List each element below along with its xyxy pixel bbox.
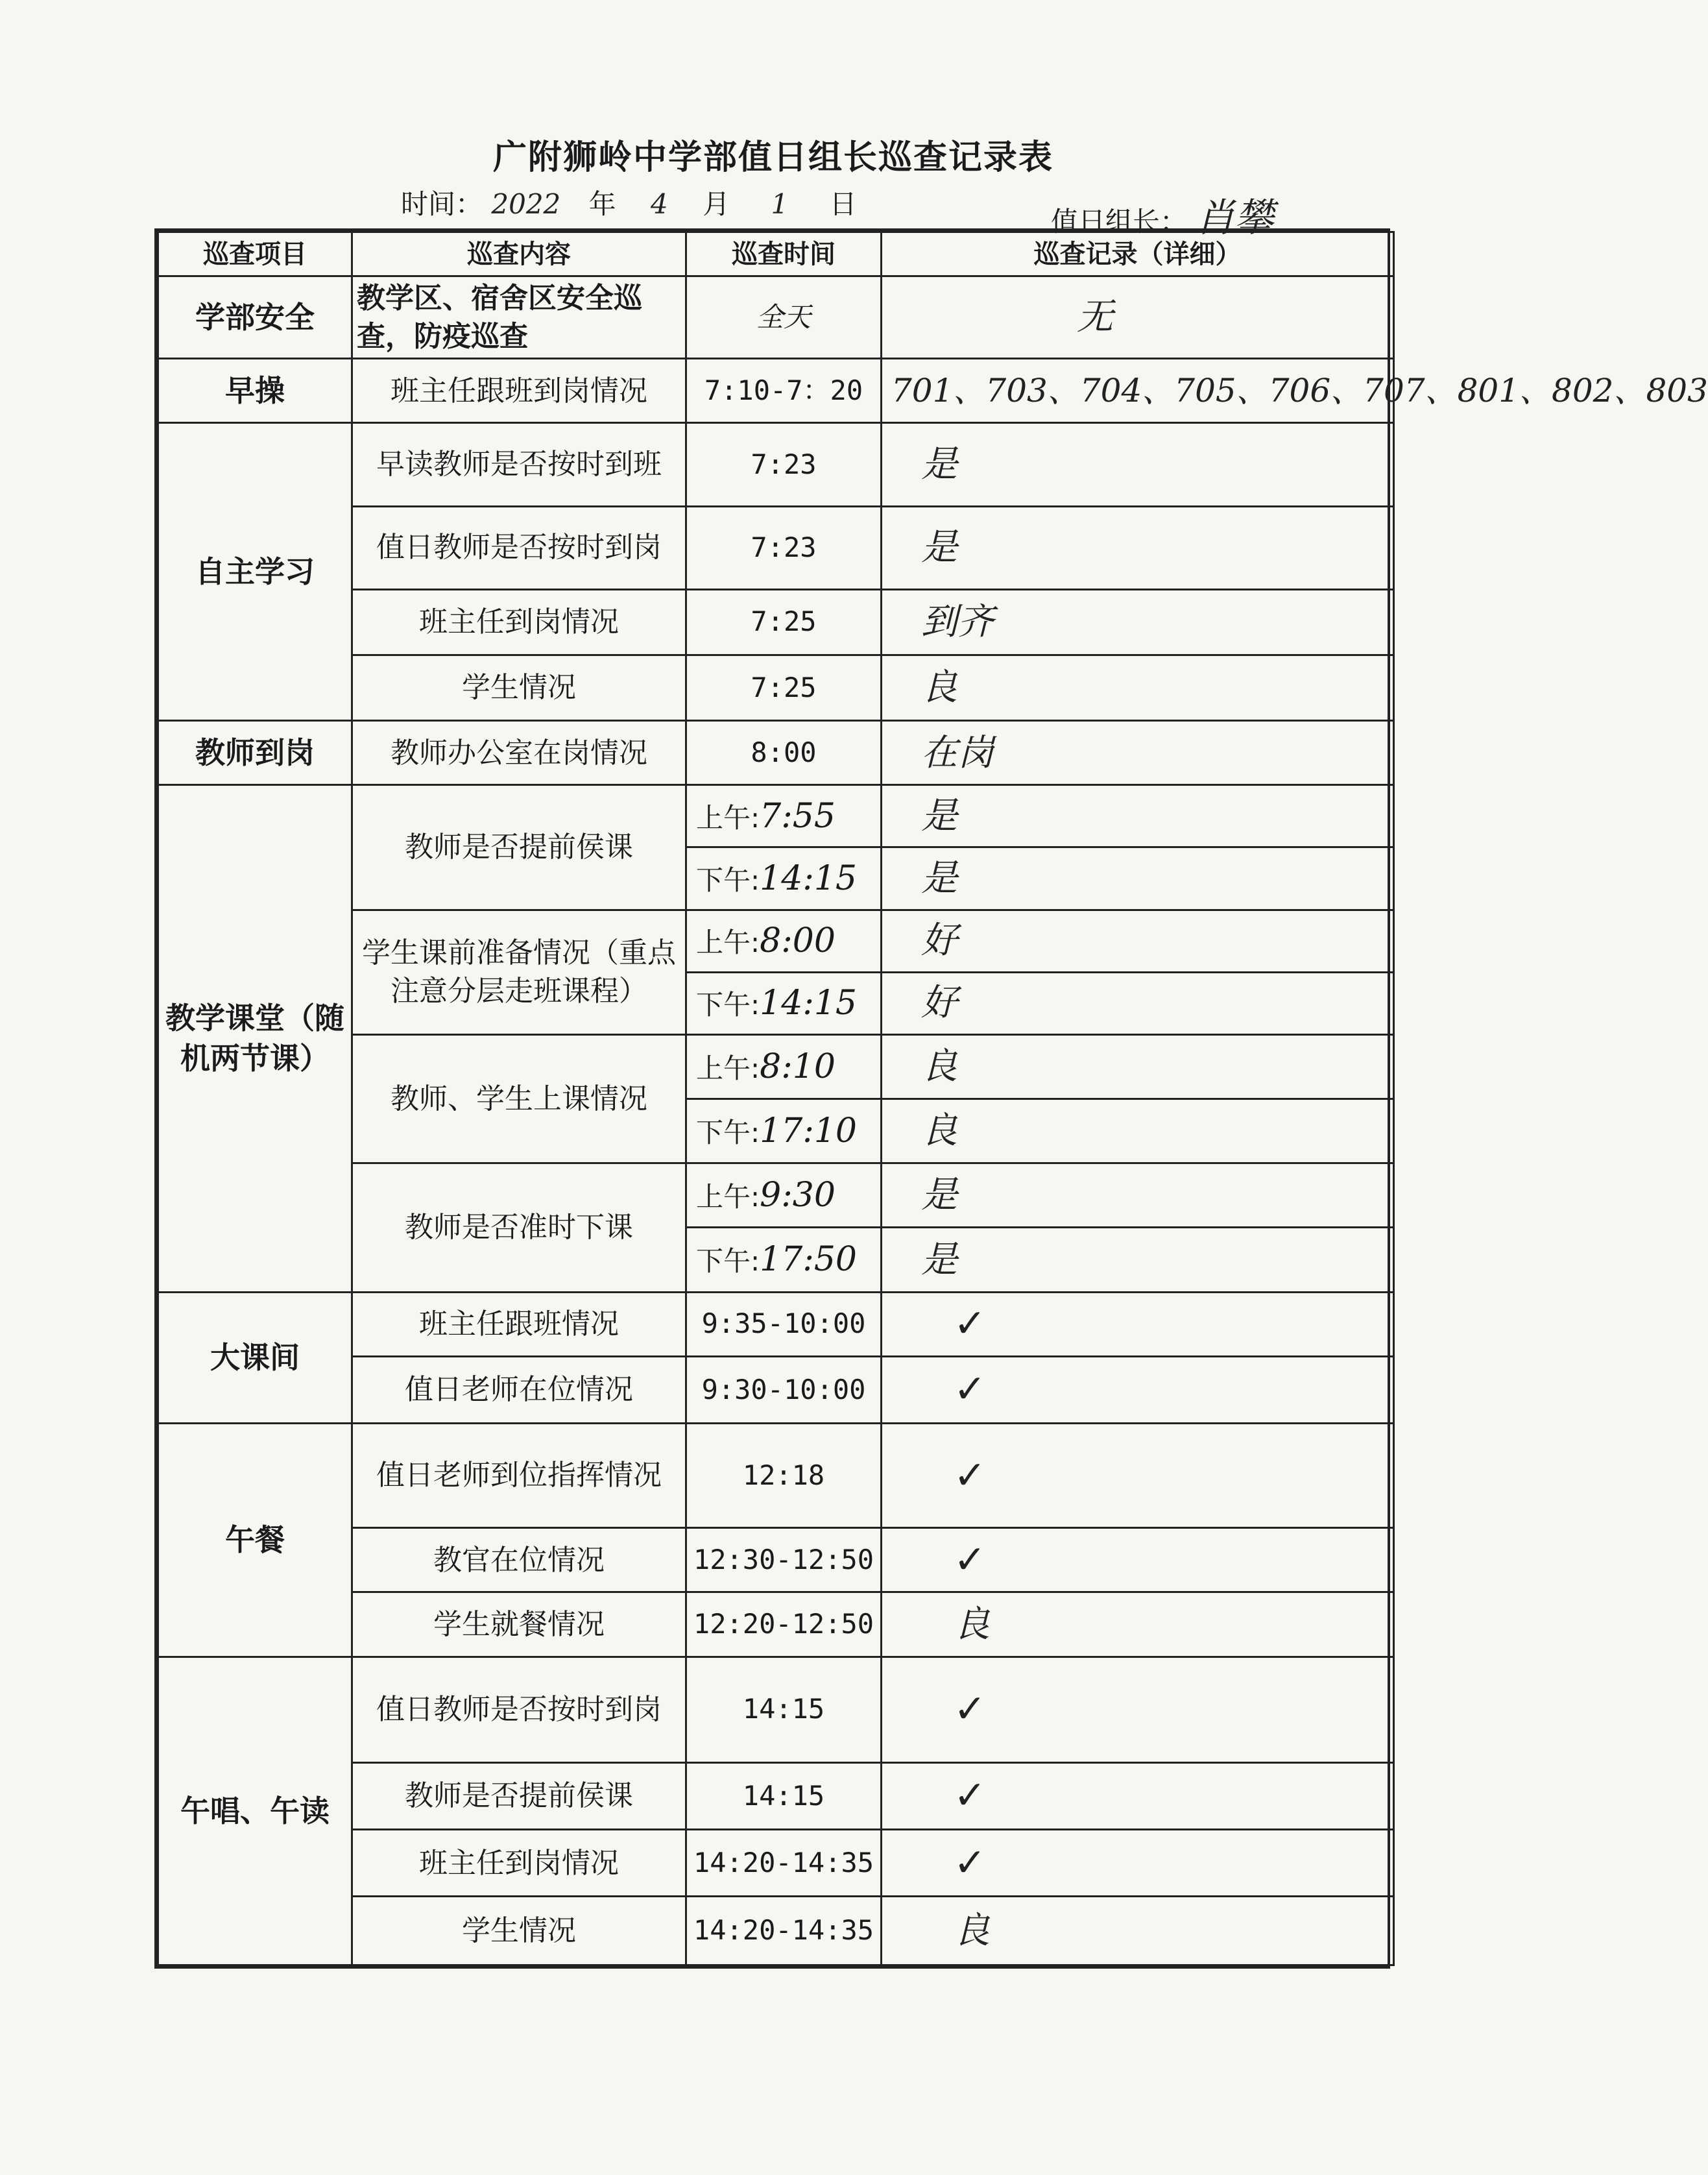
record-cell: 到齐	[882, 589, 1394, 655]
content-cell: 学生就餐情况	[352, 1592, 686, 1657]
record-cell: ✓	[882, 1528, 1394, 1592]
day-label: 日	[829, 188, 857, 220]
table-header-row	[158, 232, 1394, 276]
time-cell: 8:00	[686, 721, 882, 785]
record-cell-am: 良	[882, 1034, 1394, 1099]
record-cell: 良	[882, 1897, 1394, 1965]
record-cell-pm: 是	[882, 1228, 1394, 1292]
form-title: 广附狮岭中学部值日组长巡查记录表	[493, 138, 1054, 177]
content-cell: 值日老师在位情况	[352, 1356, 686, 1423]
col-header-item: 巡查项目	[158, 232, 352, 276]
record-cell-am: 是	[882, 1163, 1394, 1228]
content-cell: 班主任跟班情况	[352, 1292, 686, 1356]
time-cell-am	[686, 910, 882, 972]
content-cell: 教学区、宿舍区安全巡查，防疫巡查	[352, 276, 686, 359]
content-cell: 值日教师是否按时到岗	[352, 506, 686, 589]
time-cell: 7:25	[686, 655, 882, 720]
category-cell: 学部安全	[158, 276, 352, 359]
month-value: 4	[651, 188, 668, 220]
year-label: 年	[588, 188, 616, 220]
time-cell: 14:15	[686, 1657, 882, 1762]
table-row	[158, 721, 1394, 785]
leader-signature: 肖攀	[1196, 195, 1274, 241]
table-row	[158, 1292, 1394, 1356]
table-row	[158, 785, 1394, 847]
record-cell: ✓	[882, 1657, 1394, 1762]
am-time: 9:30	[760, 1176, 836, 1215]
time-cell: 12:20-12:50	[686, 1592, 882, 1657]
leader-label: 值日组长：	[1051, 206, 1188, 237]
time-cell: 7:23	[686, 506, 882, 589]
time-cell: 全天	[686, 276, 882, 359]
record-cell: 无	[882, 276, 1394, 359]
table-row	[158, 276, 1394, 359]
inspection-table-frame	[154, 228, 1708, 1969]
day-value: 1	[771, 188, 789, 220]
record-cell: 是	[882, 423, 1394, 506]
pm-label: 下午:	[696, 1116, 760, 1148]
date-label: 时间：	[401, 188, 483, 220]
time-cell-pm	[686, 972, 882, 1034]
time-cell-pm	[686, 847, 882, 910]
pm-time: 14:15	[760, 984, 858, 1023]
record-cell: 701、703、704、705、706、707、801、802、803	[882, 359, 1394, 423]
category-cell: 自主学习	[158, 423, 352, 721]
category-cell: 午餐	[158, 1424, 352, 1657]
record-cell: ✓	[882, 1356, 1394, 1423]
pm-label: 下午:	[696, 864, 760, 896]
col-header-content: 巡查内容	[352, 232, 686, 276]
content-cell: 班主任到岗情况	[352, 589, 686, 655]
pm-time: 17:10	[760, 1111, 858, 1150]
time-cell: 9:30-10:00	[686, 1356, 882, 1423]
date-line	[401, 183, 857, 222]
pm-label: 下午:	[696, 989, 760, 1021]
category-cell: 教师到岗	[158, 721, 352, 785]
record-cell-am: 是	[882, 785, 1394, 847]
time-cell-pm	[686, 1099, 882, 1163]
time-cell-am	[686, 1163, 882, 1228]
time-cell-am	[686, 1034, 882, 1099]
record-cell-pm: 良	[882, 1099, 1394, 1163]
content-cell: 教师是否提前侯课	[352, 1762, 686, 1829]
am-label: 上午:	[696, 1052, 760, 1084]
content-cell: 教师是否提前侯课	[352, 785, 686, 910]
table-row	[158, 359, 1394, 423]
am-time: 7:55	[760, 796, 836, 836]
category-cell: 大课间	[158, 1292, 352, 1424]
am-label: 上午:	[696, 801, 760, 834]
am-label: 上午:	[696, 1181, 760, 1213]
table-row	[158, 1657, 1394, 1762]
content-cell: 教官在位情况	[352, 1528, 686, 1592]
record-cell: 良	[882, 655, 1394, 720]
record-cell: ✓	[882, 1830, 1394, 1897]
time-cell: 14:15	[686, 1762, 882, 1829]
time-cell: 7:25	[686, 589, 882, 655]
time-cell: 12:30-12:50	[686, 1528, 882, 1592]
time-cell: 14:20-14:35	[686, 1897, 882, 1965]
content-cell: 班主任到岗情况	[352, 1830, 686, 1897]
time-cell: 7:10-7：20	[686, 359, 882, 423]
time-cell: 9:35-10:00	[686, 1292, 882, 1356]
pm-time: 17:50	[760, 1240, 858, 1280]
time-cell-am	[686, 785, 882, 847]
content-cell: 学生情况	[352, 655, 686, 720]
col-header-time: 巡查时间	[686, 232, 882, 276]
category-cell: 午唱、午读	[158, 1657, 352, 1965]
content-cell: 班主任跟班到岗情况	[352, 359, 686, 423]
content-cell: 值日老师到位指挥情况	[352, 1424, 686, 1528]
month-label: 月	[703, 188, 730, 220]
table-row	[158, 1424, 1394, 1528]
record-cell-pm: 是	[882, 847, 1394, 910]
pm-time: 14:15	[760, 858, 858, 898]
time-cell: 7:23	[686, 423, 882, 506]
time-cell-pm	[686, 1228, 882, 1292]
year-value: 2022	[491, 188, 561, 220]
content-cell: 教师、学生上课情况	[352, 1034, 686, 1163]
content-cell: 教师是否准时下课	[352, 1163, 686, 1292]
record-cell: 良	[882, 1592, 1394, 1657]
content-cell: 教师办公室在岗情况	[352, 721, 686, 785]
am-time: 8:10	[760, 1047, 836, 1086]
record-cell-am: 好	[882, 910, 1394, 972]
content-cell: 学生课前准备情况（重点注意分层走班课程）	[352, 910, 686, 1034]
record-cell: ✓	[882, 1292, 1394, 1356]
col-header-record: 巡查记录（详细）	[882, 232, 1394, 276]
am-time: 8:00	[760, 921, 836, 961]
category-cell: 早操	[158, 359, 352, 423]
time-cell: 14:20-14:35	[686, 1830, 882, 1897]
record-cell: 是	[882, 506, 1394, 589]
content-cell: 早读教师是否按时到班	[352, 423, 686, 506]
inspection-table	[157, 231, 1708, 1966]
record-cell: ✓	[882, 1762, 1394, 1829]
record-cell: ✓	[882, 1424, 1394, 1528]
category-cell: 教学课堂（随机两节课）	[158, 785, 352, 1292]
time-cell: 12:18	[686, 1424, 882, 1528]
table-row	[158, 423, 1394, 506]
record-cell: 在岗	[882, 721, 1394, 785]
content-cell: 学生情况	[352, 1897, 686, 1965]
content-cell: 值日教师是否按时到岗	[352, 1657, 686, 1762]
am-label: 上午:	[696, 927, 760, 959]
record-cell-pm: 好	[882, 972, 1394, 1034]
pm-label: 下午:	[696, 1245, 760, 1278]
